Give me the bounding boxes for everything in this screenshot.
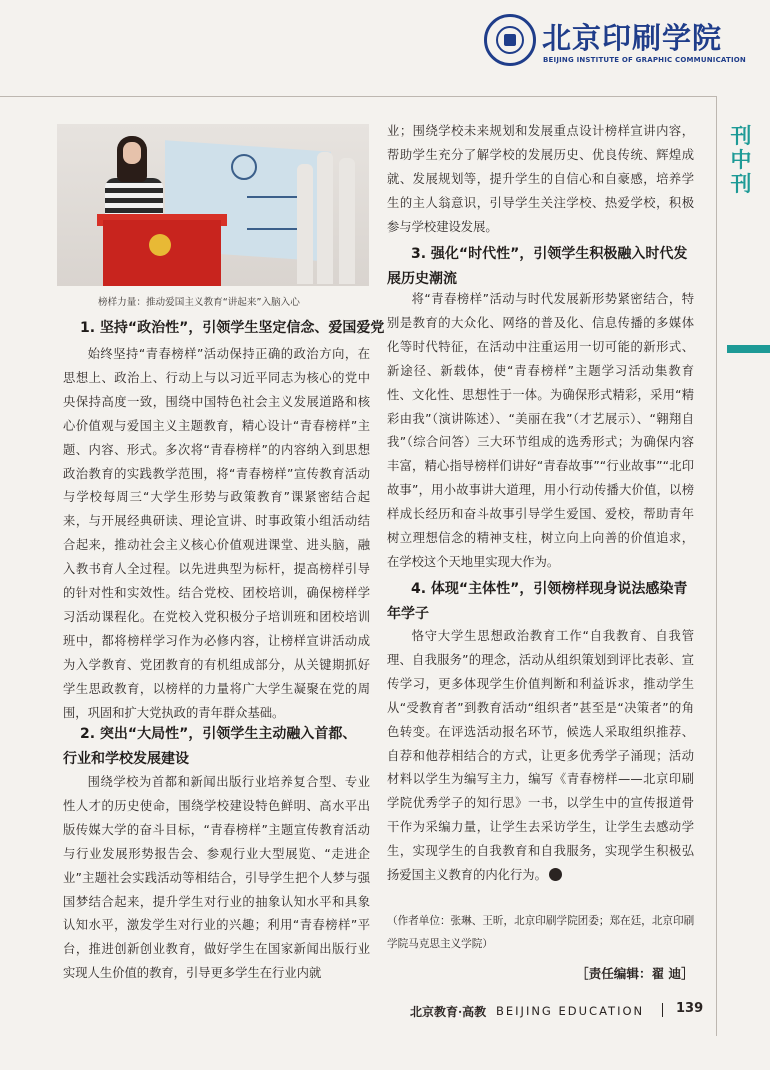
background-people (295, 144, 369, 284)
magazine-title-en: BEIJING EDUCATION (496, 1004, 645, 1018)
podium-badge-icon (149, 234, 171, 256)
author-affiliation: （作者单位：张琳、王昕，北京印刷学院团委；郑在廷，北京印刷学院马克思主义学院） (387, 915, 695, 950)
school-logo-icon (484, 14, 536, 66)
responsible-editor: ［责任编辑：翟 迪］ (576, 966, 694, 981)
page-number: 139 (676, 1001, 704, 1016)
speaker-photo (57, 124, 369, 286)
school-name-en: BEIJING INSTITUTE OF GRAPHIC COMMUNICATION (543, 56, 746, 64)
section-4-heading: 4. 体现“主体性”，引领榜样现身说法感染青年学子 (387, 581, 688, 622)
section-2-heading: 2. 突出“大局性”，引领学生主动融入首都、行业和学校发展建设 (63, 726, 357, 767)
section-tag-bar (727, 345, 770, 353)
article-end-icon (549, 868, 562, 881)
section-1-paragraph: 始终坚持“青春榜样”活动保持正确的政治方向，在思想上、政治上、行动上与以习近平同志为核心的党中央保持高度一致，围绕中国特色社会主义发展道路和核心价值观与爱国主义主题教育，精心设计“青春榜样”主题、内容、形式。多次将“青春榜样”的内容纳入到思想政治教育的实践教学范围，将“青春榜样”宣传教育活动与学校每周三“大学生形势与政策教育”课紧密结合起来，与开展经典研读、理论宣讲、时事政策小组活动结合起来，推动社会主义核心价值观进课堂、进头脑，融入教书育人全过程。以先进典型为标杆，提高榜样引导的针对性和实效性。结合党校、团校培训，确保榜样学习活动课程化。在党校入党积极分子培训班和团校培训班中，都将榜样学习作为必修内容，让榜样宣讲活动成为入学教育、党团教育的有机组成部分，从关键期抓好学生思政教育，以榜样的力量将广大学生凝聚在党的周围，巩固和扩大党执政的青年群众基础。 (63, 347, 370, 720)
section-4-paragraph: 恪守大学生思想政治教育工作“自我教育、自我管理、自我服务”的理念，活动从组织策划到评比表彰、宣传学习，更多体现学生价值判断和利益诉求，推动学生从“受教育者”到教育活动“组织者”甚至是“决策者”的角色转变。在评选活动报名环节，候选人采取组织推荐、自荐和他荐相结合的方式，让更多优秀学子涌现；活动材料以学生为编写主力，编写《青春榜样——北京印刷学院优秀学子的知行思》一书，以学生中的宣传报道骨干作为采编力量，让学生去采访学生，让学生去感动学生，实现学生的自我教育和自我服务，实现学生积极弘扬爱国主义教育的内化行为。 (387, 629, 694, 883)
section-3-paragraph: 将“青春榜样”活动与时代发展新形势紧密结合，特别是教育的大众化、网络的普及化、信息传播的多媒体化等时代特征，在活动中注重运用一切可能的新形式、新途径、新载体，使“青春榜样”主题学习活动集教育性、文化性、思想性于一体。为确保形式精彩，采用“精彩由我”（演讲陈述）、“美丽在我”（才艺展示）、“翱翔自我”（综合问答）三大环节组成的选秀形式；为确保内容丰富，精心指导榜样们讲好“青春故事”“行业故事”“北印故事”，用小故事讲大道理，用小行动传播大价值，以榜样成长经历和奋斗故事引导学生爱国、爱校，帮助青年树立理想信念的精神支柱，树立向上向善的价值追求，在学校这个天地里实现大作为。 (387, 292, 694, 569)
school-name: 北京印刷学院 (542, 21, 723, 55)
photo-caption: 榜样力量：推动爱国主义教育“讲起来”入脑入心 (98, 297, 300, 308)
section-3-heading: 3. 强化“时代性”，引领学生积极融入时代发展历史潮流 (387, 246, 688, 287)
section-1-heading: 1. 坚持“政治性”，引领学生坚定信念、爱国爱党 (80, 320, 385, 336)
continued-paragraph: 业；围绕学校未来规划和发展重点设计榜样宣讲内容，帮助学生充分了解学校的发展历史、优良传统、辉煌成就、发展规划等，提升学生的自信心和自豪感，培养学生的主人翁意识，引导学生关注学校、热爱学校，积极参与学校建设发展。 (387, 124, 694, 234)
magazine-title: 北京教育·高教 (410, 1005, 487, 1019)
section-tag: 刊中刊 (730, 123, 752, 196)
banner-emblem-icon (231, 154, 257, 180)
footer-separator (662, 1003, 663, 1017)
section-2-paragraph: 围绕学校为首都和新闻出版行业培养复合型、专业性人才的历史使命，围绕学校建设特色鲜明、高水平出版传媒大学的奋斗目标，“青春榜样”主题宣传教育活动与行业发展形势报告会、参观行业大型展览、“走进企业”主题社会实践活动等相结合，引导学生把个人梦与强国梦结合起来，提升学生对行业的抽象认知水平和具象认知水平，激发学生对行业的兴趣；利用“青春榜样”平台，推进创新创业教育，做好学生在国家新闻出版行业实现人生价值的教育，引导更多学生在行业内就 (63, 775, 370, 981)
header-divider (0, 96, 716, 97)
margin-divider (716, 96, 717, 1036)
